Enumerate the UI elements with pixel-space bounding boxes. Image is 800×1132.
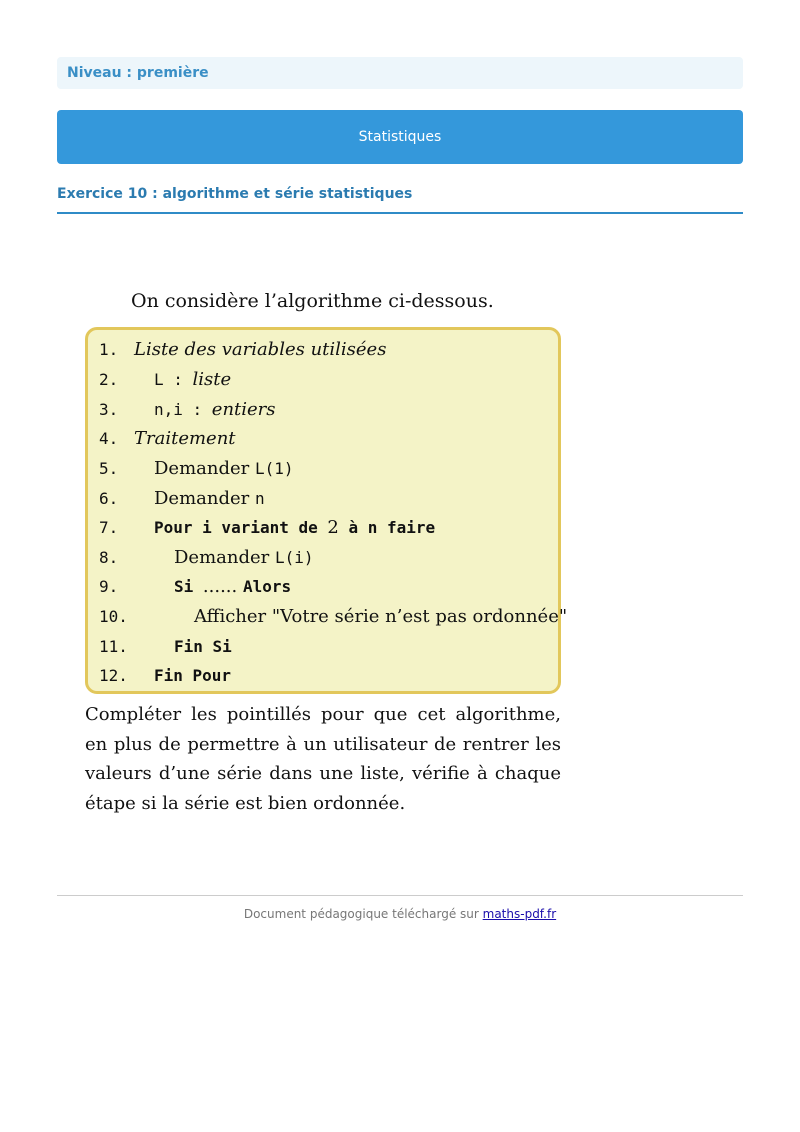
line-number: 8. xyxy=(99,548,119,567)
line-number: 5. xyxy=(99,459,119,478)
line-text: liste xyxy=(192,369,232,390)
title-divider xyxy=(57,212,743,214)
line-text: Demander xyxy=(174,547,275,568)
line-number: 3. xyxy=(99,400,119,419)
line-text: à n faire xyxy=(338,518,436,537)
line-number: 6. xyxy=(99,489,119,508)
footer-text: Document pédagogique téléchargé sur xyxy=(243,907,483,921)
line-text: Liste des variables utilisées xyxy=(134,339,387,360)
line-text: entiers xyxy=(211,399,276,420)
intro-text: On considère l’algorithme ci-dessous. xyxy=(131,290,494,312)
line-number: 10. xyxy=(99,607,128,626)
footer-link[interactable]: maths-pdf.fr xyxy=(482,907,557,921)
question-text: Compléter les pointillés pour que cet algorithme, en plus de permettre à un utilisateur de rentrer les valeurs d’une série dans une liste, vérifie à chaque étape si la série est bien ordonnée. xyxy=(85,704,561,814)
line-text: Demander xyxy=(154,488,255,509)
line-text: n xyxy=(254,489,265,508)
line-text: Afficher "Votre série n’est pas ordonnée" xyxy=(194,606,568,627)
exercise-title: Exercice 10 : algorithme et série statistiques xyxy=(57,186,413,202)
line-number: 11. xyxy=(99,637,128,656)
line-number: 12. xyxy=(99,666,128,685)
line-text: Demander xyxy=(154,458,255,479)
line-number: 7. xyxy=(99,518,119,537)
line-text: Pour i variant de xyxy=(154,518,328,537)
line-text: ...... xyxy=(202,576,243,597)
line-text: Alors xyxy=(242,577,292,596)
algorithm-box xyxy=(85,327,568,694)
line-text: n,i : xyxy=(154,400,212,419)
topic-banner: Statistiques xyxy=(57,110,743,164)
line-number: 2. xyxy=(99,370,119,389)
level-label: Niveau : première xyxy=(57,57,743,89)
line-number: 4. xyxy=(99,429,119,448)
line-text: 2 xyxy=(327,517,339,538)
line-text: Traitement xyxy=(134,428,236,449)
line-text: Fin Si xyxy=(174,637,232,656)
line-text: L(i) xyxy=(274,548,314,567)
footer-divider xyxy=(57,895,743,896)
line-number: 9. xyxy=(99,577,119,596)
line-number: 1. xyxy=(99,340,119,359)
footer xyxy=(57,907,743,921)
line-text: L : xyxy=(154,370,193,389)
line-text: Fin Pour xyxy=(154,666,232,685)
line-text: L(1) xyxy=(254,459,294,478)
line-text: Si xyxy=(174,577,203,596)
